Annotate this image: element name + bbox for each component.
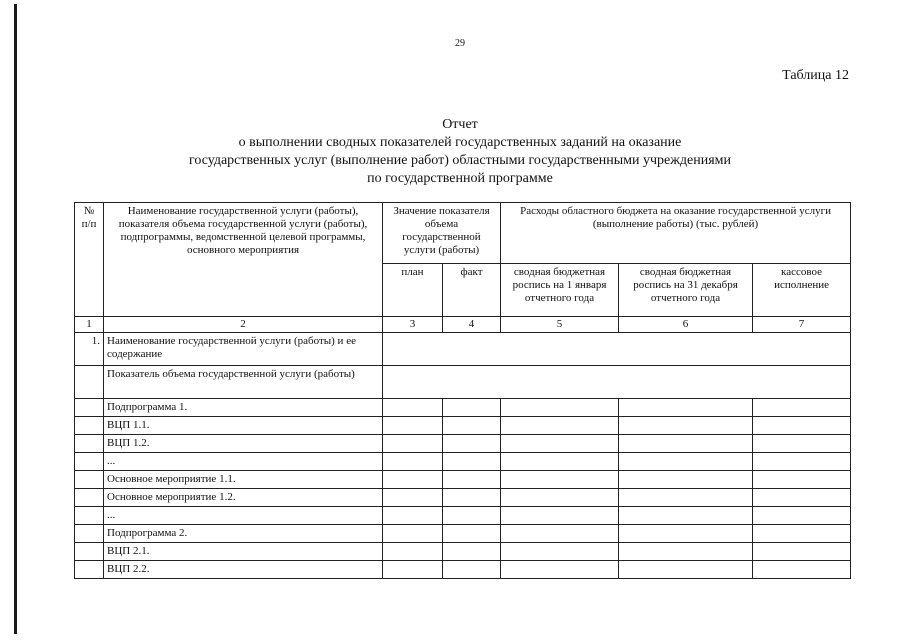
subtitle-line: по государственной программе — [367, 171, 553, 186]
cell-plan — [383, 561, 443, 579]
cell-plan — [383, 489, 443, 507]
scan-margin-line — [14, 4, 17, 634]
row-label: Подпрограмма 2. — [104, 525, 383, 543]
table-row — [75, 366, 851, 399]
cell-plan — [383, 543, 443, 561]
row-number — [75, 525, 104, 543]
header-num: № п/п — [75, 203, 104, 317]
column-number: 3 — [383, 317, 443, 333]
table-row — [75, 525, 851, 543]
cell-exp-dec — [619, 561, 753, 579]
cell-exp-cash — [753, 525, 851, 543]
cell-exp-cash — [753, 543, 851, 561]
cell-exp-jan — [501, 561, 619, 579]
cell-exp-cash — [753, 399, 851, 417]
cell-exp-cash — [753, 435, 851, 453]
header-name: Наименование государственной услуги (работы), показателя объема государственной услуги (работы), подпрограммы, ведомственной целевой программы, основного мероприятия — [104, 203, 383, 317]
cell-exp-dec — [619, 471, 753, 489]
page-number: 29 — [455, 38, 465, 49]
row-label: ВЦП 1.1. — [104, 417, 383, 435]
cell-fact — [443, 525, 501, 543]
table-row — [75, 561, 851, 579]
table-row — [75, 489, 851, 507]
row-number — [75, 366, 104, 399]
row-number — [75, 417, 104, 435]
cell-plan — [383, 507, 443, 525]
cell-plan — [383, 453, 443, 471]
cell-exp-dec — [619, 417, 753, 435]
row-number — [75, 507, 104, 525]
cell-exp-dec — [619, 435, 753, 453]
table-row — [75, 453, 851, 471]
cell-exp-jan — [501, 507, 619, 525]
cell-exp-jan — [501, 525, 619, 543]
column-number: 6 — [619, 317, 753, 333]
row-label: Показатель объема государственной услуги (работы) — [104, 366, 383, 399]
cell-fact — [443, 435, 501, 453]
header-expenses: Расходы областного бюджета на оказание государственной услуги (выполнение работы) (тыс. рублей) — [501, 203, 851, 264]
header-volume-fact: факт — [443, 264, 501, 317]
column-number: 7 — [753, 317, 851, 333]
cell-fact — [443, 543, 501, 561]
table-row — [75, 399, 851, 417]
cell-fact — [443, 417, 501, 435]
header-volume-plan: план — [383, 264, 443, 317]
subtitle-line: государственных услуг (выполнение работ) областными государственными учреждениями — [188, 153, 732, 168]
cell-exp-dec — [619, 525, 753, 543]
column-numbers-row — [75, 317, 851, 333]
row-label: ВЦП 1.2. — [104, 435, 383, 453]
header-expenses-cash: кассовое исполнение — [753, 264, 851, 317]
row-number — [75, 561, 104, 579]
row-number — [75, 399, 104, 417]
row-label: ... — [104, 507, 383, 525]
cell-exp-jan — [501, 417, 619, 435]
cell-exp-jan — [501, 399, 619, 417]
header-volume: Значение показателя объема государственной услуги (работы) — [383, 203, 501, 264]
cell-exp-cash — [753, 471, 851, 489]
cell-exp-dec — [619, 489, 753, 507]
cell-fact — [443, 561, 501, 579]
row-number: 1. — [75, 333, 104, 366]
row-number — [75, 543, 104, 561]
merged-empty-cell — [383, 366, 851, 399]
row-label: Подпрограмма 1. — [104, 399, 383, 417]
cell-exp-jan — [501, 543, 619, 561]
cell-exp-cash — [753, 561, 851, 579]
column-number: 4 — [443, 317, 501, 333]
column-number: 1 — [75, 317, 104, 333]
cell-fact — [443, 399, 501, 417]
cell-exp-dec — [619, 399, 753, 417]
row-label: Наименование государственной услуги (работы) и ее содержание — [104, 333, 383, 366]
cell-fact — [443, 489, 501, 507]
cell-exp-cash — [753, 417, 851, 435]
table-row — [75, 333, 851, 366]
cell-fact — [443, 507, 501, 525]
row-label: ВЦП 2.2. — [104, 561, 383, 579]
table-row — [75, 435, 851, 453]
row-number — [75, 435, 104, 453]
header-expenses-dec: сводная бюджетная роспись на 31 декабря отчетного года — [619, 264, 753, 317]
cell-fact — [443, 453, 501, 471]
row-label: ВЦП 2.1. — [104, 543, 383, 561]
cell-plan — [383, 417, 443, 435]
cell-plan — [383, 471, 443, 489]
cell-plan — [383, 525, 443, 543]
cell-exp-dec — [619, 543, 753, 561]
merged-empty-cell — [383, 333, 851, 366]
cell-fact — [443, 471, 501, 489]
column-number: 5 — [501, 317, 619, 333]
cell-exp-dec — [619, 453, 753, 471]
cell-plan — [383, 399, 443, 417]
table-row — [75, 543, 851, 561]
cell-exp-jan — [501, 435, 619, 453]
cell-exp-cash — [753, 453, 851, 471]
table-row — [75, 507, 851, 525]
table-row — [75, 471, 851, 489]
cell-exp-jan — [501, 489, 619, 507]
cell-exp-cash — [753, 489, 851, 507]
cell-plan — [383, 435, 443, 453]
row-label: Основное мероприятие 1.1. — [104, 471, 383, 489]
report-title: Отчет — [442, 117, 478, 132]
row-number — [75, 489, 104, 507]
subtitle-line: о выполнении сводных показателей государственных заданий на оказание — [238, 135, 682, 150]
column-number: 2 — [104, 317, 383, 333]
row-number — [75, 453, 104, 471]
row-label: ... — [104, 453, 383, 471]
table-row — [75, 417, 851, 435]
header-expenses-jan: сводная бюджетная роспись на 1 января отчетного года — [501, 264, 619, 317]
cell-exp-jan — [501, 453, 619, 471]
cell-exp-dec — [619, 507, 753, 525]
cell-exp-cash — [753, 507, 851, 525]
table-label: Таблица 12 — [782, 68, 849, 83]
row-number — [75, 471, 104, 489]
report-table — [74, 202, 851, 579]
cell-exp-jan — [501, 471, 619, 489]
row-label: Основное мероприятие 1.2. — [104, 489, 383, 507]
report-subtitle — [0, 134, 905, 188]
